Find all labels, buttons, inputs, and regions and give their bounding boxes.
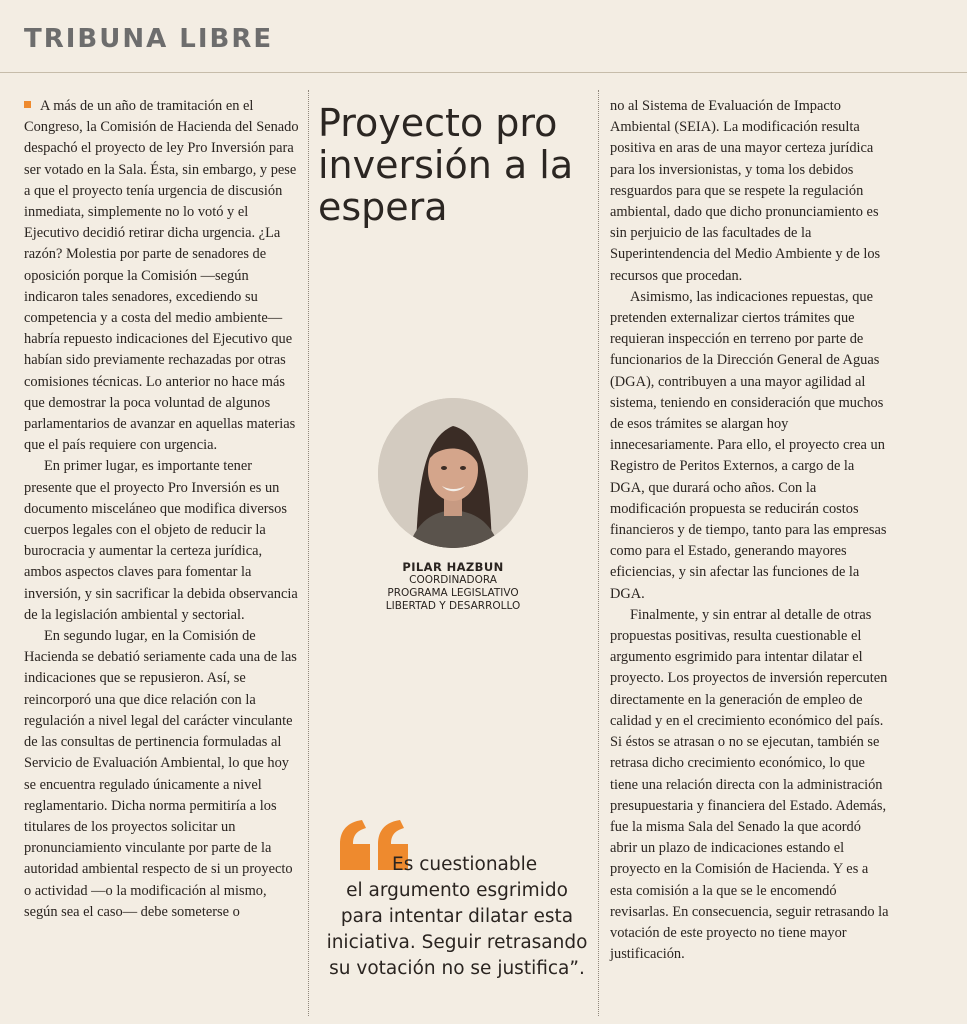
article-column-1 [24,96,300,923]
column-divider [598,90,599,1016]
paragraph: En primer lugar, es importante tener presente que el proyecto Pro Inversión es un documento misceláneo que modifica diversos cuerpos legales con el objeto de reducir la burocracia y aumentar la certeza jurídica, ambos aspectos claves para fomentar la inversión, y sin sacrificar la debida observancia de la legislación ambiental y sectorial. [24,458,298,623]
paragraph [24,96,300,456]
pull-quote [326,852,588,982]
article-column-3 [610,96,890,965]
author-role-line: PROGRAMA LEGISLATIVO [387,587,519,599]
pull-quote-first-line: Es cuestionable [392,854,538,875]
author-role-line: COORDINADORA [409,574,497,586]
author-photo [378,398,528,548]
column-divider [308,90,309,1016]
author-block [318,560,588,613]
paragraph-text: A más de un año de tramitación en el Congreso, la Comisión de Hacienda del Senado despachó el proyecto de ley Pro Inversión para ser votado en la Sala. Ésta, sin embargo, y pese a que el proyecto tenía urgencia de discusión inmediata, simplemente no lo votó y el Ejecutivo decidió retirar dicha urgencia. ¿La razón? Molestia por parte de senadores de oposición porque la Comisión —según indicaron tales senadores, excediendo su competencia y a costa del medio ambiente— habría repuesto indicaciones del Ejecutivo que habían sido previamente rechazadas por otras comisiones técnicas. Lo anterior no hace más que demostrar la poca voluntad de algunos parlamentarios de avanzar en aquellas materias que el país requiere con urgencia. [24,98,299,454]
author-role-line: LIBERTAD Y DESARROLLO [385,600,521,612]
paragraph: En segundo lugar, en la Comisión de Hacienda se debatió seriamente cada una de las indicaciones que se repusieron. Así, se reincorporó una que dice relación con la regulación a nivel legal del carácter vinculante de las consultas de pertinencia formuladas al Servicio de Evaluación Ambiental, lo que hoy se encuentra regulado únicamente a nivel reglamentario. Dicha norma permitiría a los titulares de los proyectos solicitar un pronunciamiento vinculante por parte de la autoridad ambiental respecto de si un proyecto o actividad —o la modificación al mismo, según sea el caso— debe someterse o [24,628,297,920]
paragraph: no al Sistema de Evaluación de Impacto Ambiental (SEIA). La modificación resulta positiva en aras de una mayor certeza jurídica para los inversionistas, y toma los debidos resguardos para que se respete la regulación ambiental, dado que dicho pronunciamiento es sin perjuicio de las facultades de la Superintendencia del Medio Ambiente y de los recursos que procedan. [610,98,881,284]
top-divider [0,72,967,73]
bullet-icon [24,101,31,108]
section-title: TRIBUNA LIBRE [24,24,274,54]
paragraph: Asimismo, las indicaciones repuestas, que pretenden externalizar ciertos trámites que requieran inspección en terreno por parte de funcionarios de la Dirección General de Aguas (DGA), contribuyen a una mayor agilidad al sistema, teniendo en consideración que muchos de esos trámites se alargan hoy innecesariamente. Para ello, el proyecto crea un Registro de Peritos Externos, a cargo de la DGA, que durará ocho años. Con la modificación propuesta se reducirán costos financieros y de tiempo, tanto para las empresas como para el Estado, generando mayores eficiencias, y sin afectar las funciones de la DGA. [610,288,887,602]
headline: Proyecto pro inversión a la espera [318,101,574,229]
pull-quote-text: el argumento esgrimido para intentar dilatar esta iniciativa. Seguir retrasando su votación no se justifica”. [326,880,588,979]
author-name: PILAR HAZBUN [402,560,504,574]
paragraph: Finalmente, y sin entrar al detalle de otras propuestas positivas, resulta cuestionable el argumento esgrimido para intentar dilatar el proyecto. Los proyectos de inversión repercuten directamente en la generación de empleo de calidad y en el crecimiento económico del país. Si éstos se atrasan o no se ejecutan, también se retrasa dicho crecimiento económico, lo que tiene una relación directa con la administración presupuestaria y financiera del Estado. Además, fue la misma Sala del Senado la que acordó abrir un plazo de indicaciones estando el proyecto en la Comisión de Hacienda. Y es a esta comisión a la que se le encomendó revisarlas. En consecuencia, seguir retrasando la votación de este proyecto no tiene mayor justificación. [610,606,889,963]
